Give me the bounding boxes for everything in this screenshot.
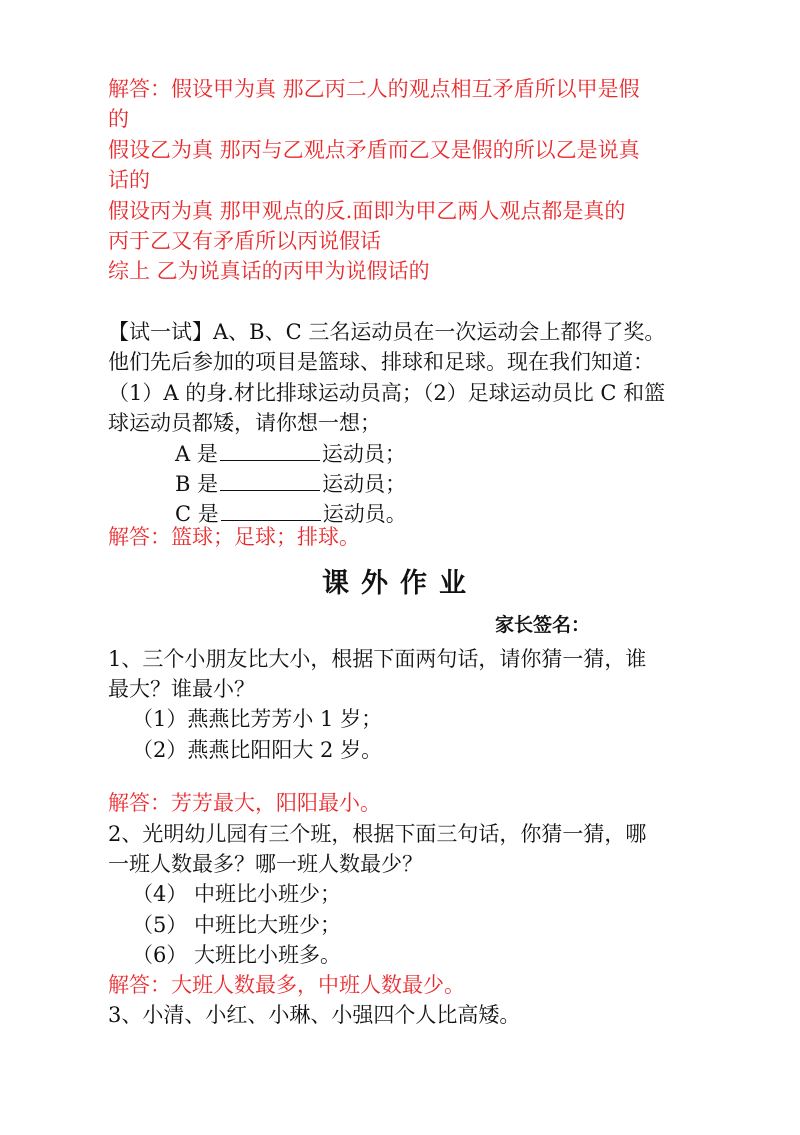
- question-1-item: （2）燕燕比阳阳大 2 岁。: [132, 738, 383, 762]
- answer-line: 假设丙为真 那甲观点的反.面即为甲乙两人观点都是真的: [108, 199, 626, 223]
- question-2-item: （5） 中班比大班少；: [132, 913, 342, 937]
- try-answer: 解答：篮球；足球；排球。: [108, 525, 360, 549]
- blank-suffix: 运动员。: [322, 502, 407, 526]
- question-2-item: （6） 大班比小班多。: [132, 943, 342, 967]
- answer-blank-a[interactable]: [220, 440, 320, 461]
- fill-blank-row-b: [175, 469, 406, 499]
- question-3-text: 3、小清、小红、小琳、小强四个人比高矮。: [108, 1003, 521, 1027]
- answer-line: 丙于乙又有矛盾所以丙说假话: [108, 229, 381, 253]
- try-text: 球运动员都矮，请你想一想；: [108, 411, 381, 435]
- blank-suffix: 运动员；: [322, 472, 407, 496]
- question-1-answer: 解答：芳芳最大，阳阳最小。: [108, 791, 381, 815]
- answer-line: 的: [108, 107, 129, 131]
- question-1-text: 最大？谁最小？: [108, 677, 255, 701]
- blank-prefix: A 是: [175, 442, 218, 466]
- try-text: 【试一试】A、B、C 三名运动员在一次运动会上都得了奖。: [108, 320, 666, 344]
- try-text: 他们先后参加的项目是篮球、排球和足球。现在我们知道：: [108, 350, 654, 374]
- question-2-text: 2、光明幼儿园有三个班，根据下面三句话，你猜一猜，哪: [108, 822, 647, 846]
- blank-prefix: B 是: [175, 472, 219, 496]
- fill-blank-row-a: [175, 439, 406, 469]
- answer-line: 综上 乙为说真话的丙甲为说假话的: [108, 259, 430, 283]
- answer-line: 假设乙为真 那丙与乙观点矛盾而乙又是假的所以乙是说真: [108, 138, 640, 162]
- blank-suffix: 运动员；: [321, 442, 406, 466]
- parent-signature-label: 家长签名：: [495, 614, 591, 636]
- question-2-answer: 解答：大班人数最多，中班人数最少。: [108, 973, 465, 997]
- section-title: 课外作业: [322, 568, 478, 599]
- try-text: （1）A 的身.材比排球运动员高；（2）足球运动员比 C 和篮: [108, 381, 666, 405]
- answer-line: 解答：假设甲为真 那乙丙二人的观点相互矛盾所以甲是假: [108, 77, 640, 101]
- answer-blank-c[interactable]: [221, 500, 321, 521]
- question-1-item: （1）燕燕比芳芳小 1 岁；: [132, 707, 383, 731]
- blank-prefix: C 是: [175, 502, 219, 526]
- question-2-text: 一班人数最多？哪一班人数最少？: [108, 852, 423, 876]
- question-2-item: （4） 中班比小班少；: [132, 882, 342, 906]
- answer-blank-b[interactable]: [220, 470, 320, 491]
- answer-line: 话的: [108, 168, 150, 192]
- question-1-text: 1、三个小朋友比大小，根据下面两句话，请你猜一猜，谁: [108, 647, 647, 671]
